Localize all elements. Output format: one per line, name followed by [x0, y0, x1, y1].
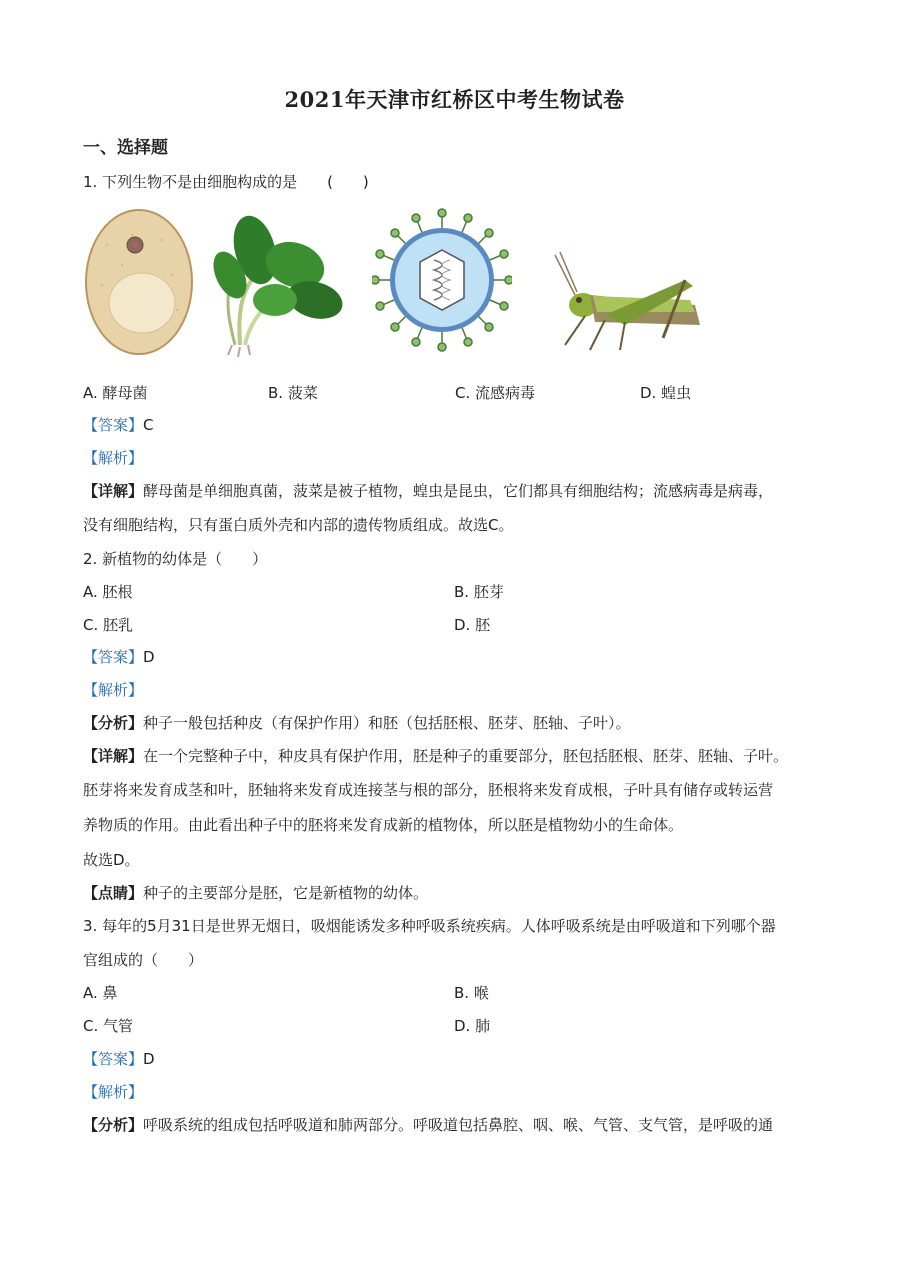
question-3-stem-line-1: 3. 每年的5月31日是世界无烟日，吸烟能诱发多种呼吸系统疾病。人体呼吸系统是由呼吸道和下列哪个器 [83, 917, 776, 935]
q3-option-a: A. 鼻 [83, 984, 118, 1002]
spinach-image [210, 205, 350, 360]
yeast-cell-image [82, 205, 197, 360]
q3-option-d: D. 肺 [454, 1017, 491, 1035]
q3-analysis-tag: 【解析】 [83, 1083, 144, 1101]
virus-image [372, 205, 512, 355]
q3-answer: 【答案】D [83, 1050, 155, 1068]
q1-detail-line-1: 【详解】酵母菌是单细胞真菌，菠菜是被子植物，蝗虫是昆虫，它们都具有细胞结构；流感病毒是病毒， [83, 482, 774, 500]
q1-option-a: A. 酵母菌 [83, 384, 148, 402]
q1-option-d: D. 蝗虫 [640, 384, 692, 402]
q1-analysis-tag: 【解析】 [83, 449, 144, 467]
grasshopper-image [545, 250, 710, 360]
q2-detail-line-3: 养物质的作用。由此看出种子中的胚将来发育成新的植物体，所以胚是植物幼小的生命体。 [83, 816, 684, 834]
q1-answer: 【答案】C [83, 416, 154, 434]
q2-option-d: D. 胚 [454, 616, 491, 634]
page-title: 2021年天津市红桥区中考生物试卷 [284, 87, 625, 112]
question-1-stem: 1. 下列生物不是由细胞构成的是 ( ) [83, 173, 369, 191]
q2-fenxi: 【分析】种子一般包括种皮（有保护作用）和胚（包括胚根、胚芽、胚轴、子叶）。 [83, 714, 631, 732]
question-2-stem: 2. 新植物的幼体是（ ） [83, 550, 268, 568]
q2-option-c: C. 胚乳 [83, 616, 134, 634]
q2-answer: 【答案】D [83, 648, 155, 666]
q2-dianjing: 【点睛】种子的主要部分是胚，它是新植物的幼体。 [83, 884, 429, 902]
q3-fenxi: 【分析】呼吸系统的组成包括呼吸道和肺两部分。呼吸道包括鼻腔、咽、喉、气管、支气管，是呼吸的通 [83, 1116, 774, 1134]
section-heading: 一、选择题 [83, 138, 168, 158]
q2-option-b: B. 胚芽 [454, 583, 504, 601]
q2-detail-line-1: 【详解】在一个完整种子中，种皮具有保护作用，胚是种子的重要部分，胚包括胚根、胚芽、胚轴、子叶。 [83, 747, 789, 765]
q2-option-a: A. 胚根 [83, 583, 133, 601]
q2-detail-line-4: 故选D。 [83, 851, 140, 869]
q2-analysis-tag: 【解析】 [83, 681, 144, 699]
q1-option-b: B. 菠菜 [268, 384, 318, 402]
q1-option-c: C. 流感病毒 [455, 384, 536, 402]
question-3-stem-line-2: 官组成的（ ） [83, 951, 204, 969]
q1-detail-line-2: 没有细胞结构，只有蛋白质外壳和内部的遗传物质组成。故选C。 [83, 516, 514, 534]
q3-option-b: B. 喉 [454, 984, 489, 1002]
q3-option-c: C. 气管 [83, 1017, 134, 1035]
q2-detail-line-2: 胚芽将来发育成茎和叶，胚轴将来发育成连接茎与根的部分，胚根将来发育成根，子叶具有储存或转运营 [83, 781, 774, 799]
